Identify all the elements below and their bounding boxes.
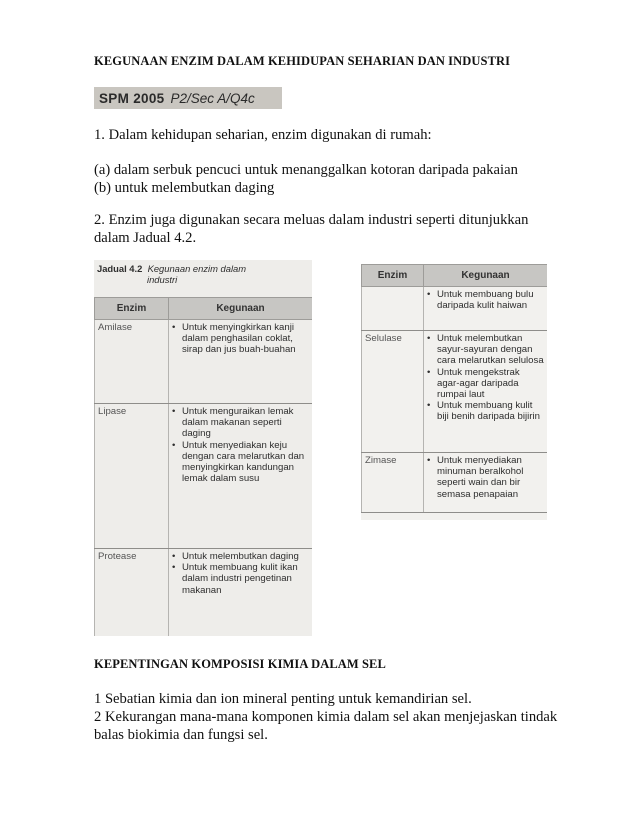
table-header-row <box>362 265 548 287</box>
table-row <box>362 453 548 513</box>
use-item: • Untuk membuang bulu daripada kulit haiwan <box>427 289 544 311</box>
section2-line2b: balas biokimia dan fungsi sel. <box>94 727 268 743</box>
enzyme-name: Amilase <box>95 320 169 404</box>
use-item: • Untuk membuang kulit ikan dalam industri pengetinan makanan <box>172 562 309 596</box>
stamp-sub: P2/Sec A/Q4c <box>170 90 255 106</box>
column-header-enzim: Enzim <box>95 298 169 320</box>
section1-paragraph1: 1. Dalam kehidupan seharian, enzim digunakan di rumah: <box>94 127 432 143</box>
enzyme-uses <box>169 320 313 404</box>
table-title-line1: Kegunaan enzim dalam <box>147 263 247 274</box>
enzyme-uses <box>424 331 548 453</box>
section2-heading: KEPENTINGAN KOMPOSISI KIMIA DALAM SEL <box>94 657 386 671</box>
enzyme-name: Selulase <box>362 331 424 453</box>
table-row <box>95 320 313 404</box>
column-header-kegunaan: Kegunaan <box>424 265 548 287</box>
enzyme-uses <box>169 404 313 549</box>
section1-paragraph2-line2: dalam Jadual 4.2. <box>94 230 197 246</box>
section1-item-b: (b) untuk melembutkan daging <box>94 180 275 196</box>
enzyme-name: Protease <box>95 549 169 637</box>
stamp-main: SPM 2005 <box>99 90 165 106</box>
table-row <box>95 549 313 637</box>
use-item: • Untuk melembutkan daging <box>172 551 309 562</box>
enzyme-name <box>362 287 424 331</box>
use-item: • Untuk menyediakan keju dengan cara melarutkan dan menyingkirkan kandungan lemak dalam susu <box>172 440 309 485</box>
enzyme-table-grid <box>361 264 547 513</box>
enzyme-name: Zimase <box>362 453 424 513</box>
table-row <box>362 331 548 453</box>
table-header-row <box>95 298 313 320</box>
spm-reference-stamp <box>94 87 282 109</box>
document-title: KEGUNAAN ENZIM DALAM KEHIDUPAN SEHARIAN DAN INDUSTRI <box>94 54 511 68</box>
column-header-enzim: Enzim <box>362 265 424 287</box>
table-row <box>95 404 313 549</box>
section2-line1: 1 Sebatian kimia dan ion mineral penting untuk kemandirian sel. <box>94 691 472 707</box>
table-title-line2: industri <box>147 274 178 285</box>
table-row <box>362 287 548 331</box>
enzyme-table-grid <box>94 297 312 636</box>
section1-paragraph2-line1: 2. Enzim juga digunakan secara meluas dalam industri seperti ditunjukkan <box>94 212 529 228</box>
use-item: • Untuk mengekstrak agar-agar daripada rumpai laut <box>427 367 544 401</box>
enzyme-uses <box>424 287 548 331</box>
enzyme-table-1 <box>94 260 312 636</box>
table-label: Jadual 4.2 <box>97 263 143 274</box>
enzyme-uses <box>424 453 548 513</box>
enzyme-table-2 <box>361 264 547 520</box>
column-header-kegunaan: Kegunaan <box>169 298 313 320</box>
use-item: • Untuk melembutkan sayur-sayuran dengan cara melarutkan selulosa <box>427 333 544 367</box>
use-item: • Untuk membuang kulit biji benih daripada bijirin <box>427 400 544 422</box>
section2-line2a: 2 Kekurangan mana-mana komponen kimia dalam sel akan menjejaskan tindak <box>94 709 558 725</box>
use-item: • Untuk menyediakan minuman beralkohol seperti wain dan bir semasa penapaian <box>427 455 544 500</box>
enzyme-uses <box>169 549 313 637</box>
use-item: • Untuk menguraikan lemak dalam makanan seperti daging <box>172 406 309 440</box>
section1-item-a: (a) dalam serbuk pencuci untuk menanggalkan kotoran daripada pakaian <box>94 162 518 178</box>
table-caption <box>97 263 246 285</box>
enzyme-name: Lipase <box>95 404 169 549</box>
use-item: • Untuk menyingkirkan kanji dalam penghasilan coklat, sirap dan jus buah-buahan <box>172 322 309 356</box>
